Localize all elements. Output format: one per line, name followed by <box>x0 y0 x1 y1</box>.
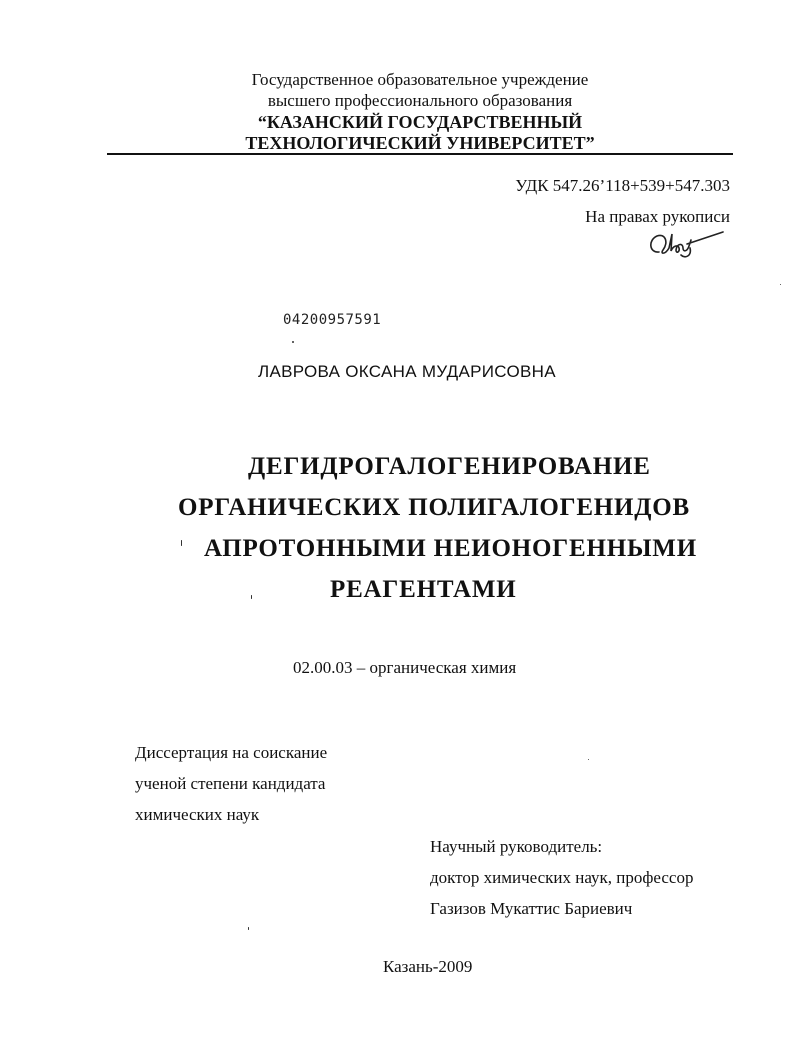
title-line-1: ДЕГИДРОГАЛОГЕНИРОВАНИЕ <box>248 453 651 480</box>
university-name-line-1: “КАЗАНСКИЙ ГОСУДАРСТВЕННЫЙ <box>257 112 583 132</box>
title-line-2: ОРГАНИЧЕСКИХ ПОЛИГАЛОГЕНИДОВ <box>178 494 691 521</box>
author-name: ЛАВРОВА ОКСАНА МУДАРИСОВНА <box>258 362 556 381</box>
document-code: 04200957591 <box>283 312 382 328</box>
scan-speck <box>181 540 182 546</box>
scan-speck <box>588 759 589 760</box>
title-line-3: АПРОТОННЫМИ НЕИОНОГЕННЫМИ <box>204 535 697 562</box>
scan-speck <box>251 595 252 599</box>
header-divider <box>107 153 733 155</box>
specialty: 02.00.03 – органическая химия <box>293 658 517 677</box>
udk-code: УДК 547.26’118+539+547.303 <box>515 176 730 195</box>
signature-icon <box>645 226 725 260</box>
university-name-line-2: ТЕХНОЛОГИЧЕСКИЙ УНИВЕРСИТЕТ” <box>245 133 595 153</box>
title-line-4: РЕАГЕНТАМИ <box>330 576 517 603</box>
institution-line-1: Государственное образовательное учреждение <box>251 70 589 89</box>
scan-speck <box>248 927 249 930</box>
manuscript-rights: На правах рукописи <box>585 207 730 226</box>
supervisor-name: Газизов Мукаттис Бариевич <box>430 899 633 918</box>
supervisor-line-2: доктор химических наук, профессор <box>430 868 694 887</box>
dissertation-line-3: химических наук <box>135 805 260 824</box>
institution-line-2: высшего профессионального образования <box>267 91 573 110</box>
city-year: Казань-2009 <box>383 957 473 976</box>
dissertation-line-2: ученой степени кандидата <box>135 774 326 793</box>
supervisor-line-1: Научный руководитель: <box>430 837 603 856</box>
scan-speck <box>292 341 294 343</box>
scan-speck <box>780 284 781 285</box>
dissertation-line-1: Диссертация на соискание <box>135 743 328 762</box>
